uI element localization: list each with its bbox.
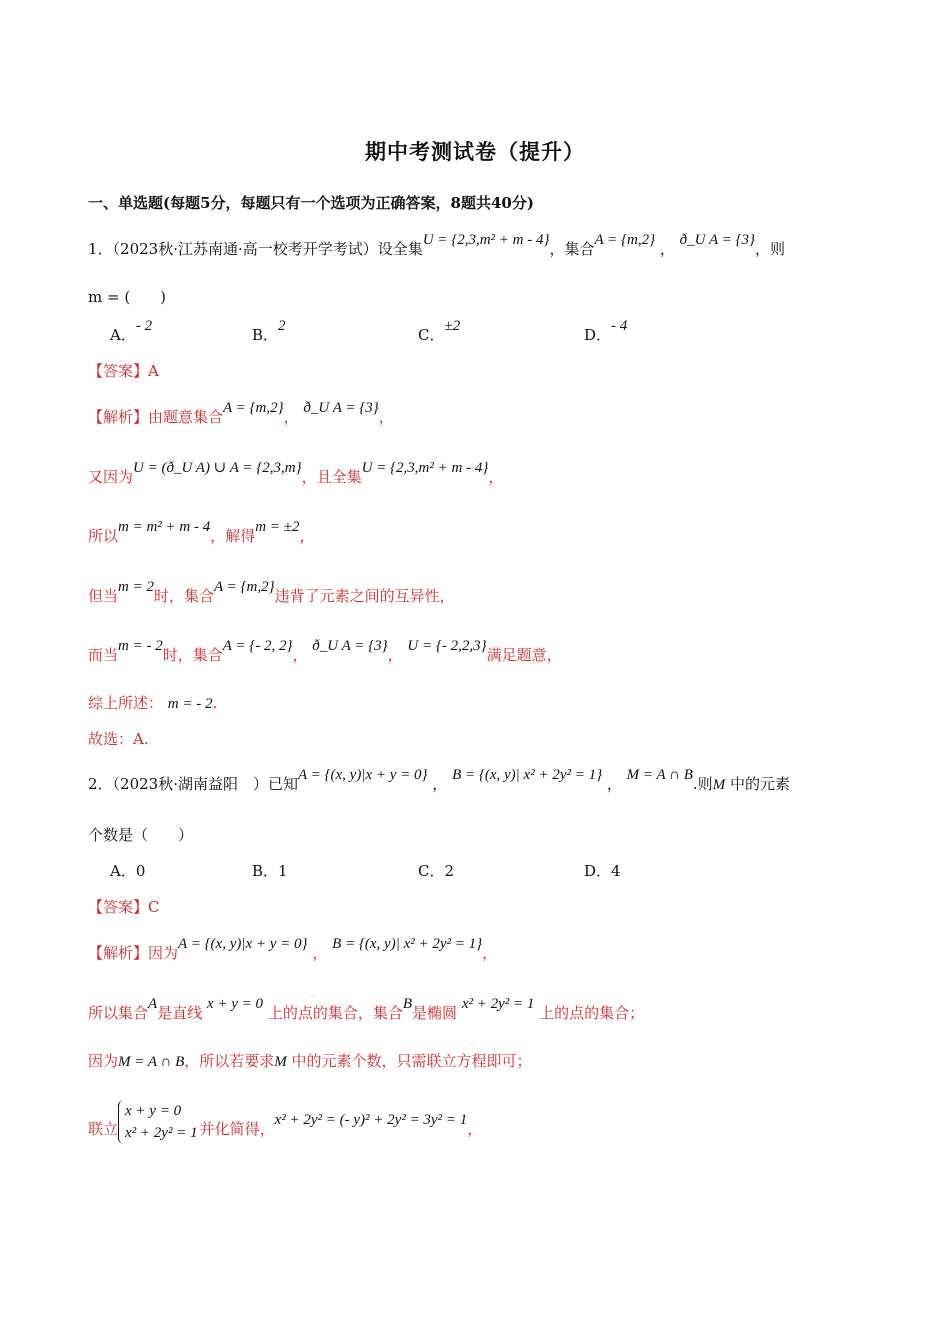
q2-option-c: C．2 xyxy=(418,862,455,880)
q1-option-a: A．- 2 xyxy=(110,318,153,344)
q2-option-a: A．0 xyxy=(110,862,146,880)
q1-analysis-1: 【解析】由题意集合A = {m,2}， ð_U A = {3}， xyxy=(88,400,394,426)
q1-text: ，集合 xyxy=(549,240,595,258)
q2-analysis-3: 因为M = A ∩ B，所以若要求M 中的元素个数，只需联立方程即可； xyxy=(88,1052,532,1070)
q1-analysis-7: 故选：A. xyxy=(88,730,149,748)
q1-stem-line2: m = ( ) xyxy=(88,288,167,306)
q2-source: （2023秋·湖南益阳 ）已知 xyxy=(112,775,298,793)
page-title: 期中考测试卷（提升） xyxy=(365,139,585,164)
q1-set-a: A = {m,2} xyxy=(594,232,656,248)
q1-analysis-4: 但当m = 2时，集合A = {m,2}违背了元素之间的互异性， xyxy=(88,579,455,605)
section-heading: 一、单选题(每题5分，每题只有一个选项为正确答案，8题共40分) xyxy=(88,194,534,212)
q2-analysis-4: 联立 x + y = 0 x² + 2y² = 1 并化简得，x² + 2y² = (- y)² + 2y² = 3y² = 1， xyxy=(88,1108,854,1152)
q2-answer: 【答案】C xyxy=(88,898,160,916)
q1-option-d: D．- 4 xyxy=(584,318,628,344)
q1-number: 1． xyxy=(88,240,113,258)
q1-option-c: C．±2 xyxy=(418,318,461,344)
q2-set-m: M = A ∩ B xyxy=(626,767,693,783)
q1-source: （2023秋·江苏南通·高一校考开学考试）设全集 xyxy=(112,240,423,258)
q1-analysis-3: 所以m = m² + m - 4，解得m = ±2， xyxy=(88,519,315,545)
q2-stem: 2．（2023秋·湖南益阳 ）已知A = {(x, y)|x + y = 0} ， B = {(x, y)| x² + 2y² = 1} ， M = A ∩ B.则M 中的元素 xyxy=(88,767,790,793)
q2-option-b: B．1 xyxy=(252,862,288,880)
q2-analysis-1: 【解析】因为A = {(x, y)|x + y = 0} ， B = {(x, y)| x² + 2y² = 1}， xyxy=(88,936,498,962)
q1-complement: ð_U A = {3} xyxy=(679,232,755,248)
q1-option-b: B．2 xyxy=(252,318,286,344)
q1-analysis-2: 又因为U = (ð_U A) ∪ A = {2,3,m}，且全集U = {2,3,m² + m - 4}， xyxy=(88,460,504,486)
q1-answer: 【答案】A xyxy=(88,362,159,380)
q2-stem-line2: 个数是（ ） xyxy=(88,826,194,844)
q2-set-a: A = {(x, y)|x + y = 0} xyxy=(298,767,428,783)
q2-number: 2． xyxy=(88,775,113,793)
q1-analysis-5: 而当m = - 2时，集合A = {- 2, 2}， ð_U A = {3}， U = {- 2,2,3}满足题意， xyxy=(88,638,562,664)
q1-universal-set: U = {2,3,m² + m - 4} xyxy=(422,232,550,248)
q1-analysis-6: 综上所述： m = - 2. xyxy=(88,694,218,712)
q2-set-b: B = {(x, y)| x² + 2y² = 1} xyxy=(452,767,603,783)
q1-stem: 1．（2023秋·江苏南通·高一校考开学考试）设全集U = {2,3,m² + m - 4}，集合A = {m,2} ， ð_U A = {3}，则 xyxy=(88,232,785,258)
equation-system: x + y = 0 x² + 2y² = 1 xyxy=(118,1100,198,1144)
q1-tail: ，则 xyxy=(754,240,785,258)
q2-option-d: D．4 xyxy=(584,862,621,880)
q2-analysis-2: 所以集合A是直线 x + y = 0 上的点的集合，集合B是椭圆 x² + 2y² = 1 上的点的集合； xyxy=(88,996,645,1022)
